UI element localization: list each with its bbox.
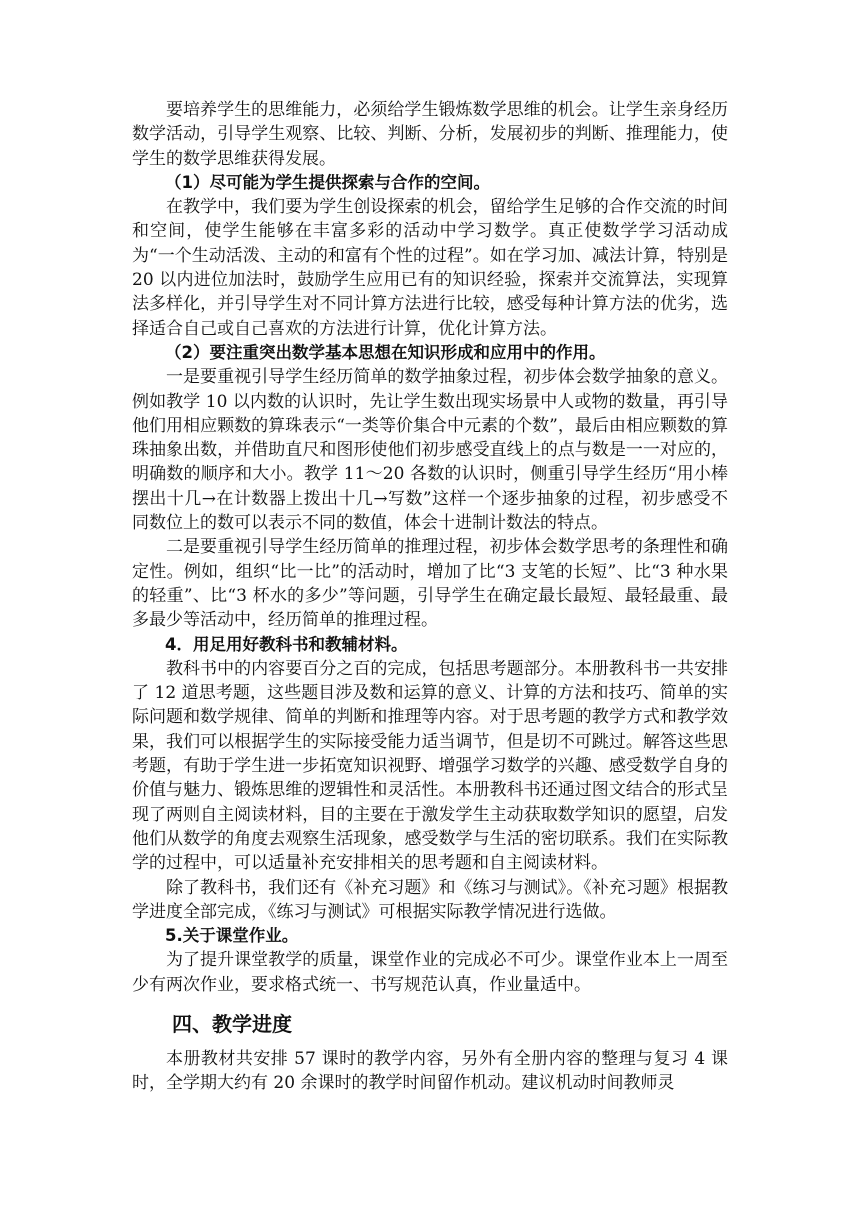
section-title-schedule: 四、教学进度 [172, 1011, 292, 1036]
paragraph-supplementary: 除了教科书，我们还有《补充习题》和《练习与测试》。《补充习题》根据教学进度全部完成，《练习与测试》可根据实际教学情况进行选做。 [132, 877, 728, 922]
heading-textbooks: 4．用足用好教科书和教辅材料。 [165, 634, 408, 654]
paragraph-abstraction: 一是要重视引导学生经历简单的数学抽象过程，初步体会数学抽象的意义。例如教学 10 以内数的认识时，先让学生数出现实场景中人或物的数量，再引导他们用相应颗数的算珠表示“一类等价集合中元素的个数”，最后由相应颗数的算珠抽象出数，并借助直尺和图形使他们初步感受直线上的点与数是一一对应的，明确数的顺序和大小。教学 11～20 各数的认识时，侧重引导学生经历“用小棒摆出十几→在计数器上拨出十几→写数”这样一个逐步抽象的过程，初步感受不同数位上的数可以表示不同的数值，体会十进制计数法的特点。 [132, 367, 728, 534]
paragraph-schedule: 本册教材共安排 57 课时的教学内容，另外有全册内容的整理与复习 4 课时，全学期大约有 20 余课时的教学时间留作机动。建议机动时间教师灵 [132, 1048, 728, 1094]
paragraph-cooperation: 在教学中，我们要为学生创设探索的机会，留给学生足够的合作交流的时间和空间，使学生能够在丰富多彩的活动中学习数学。真正使数学学习活动成为“一个生动活泼、主动的和富有个性的过程”。如在学习加、减法计算，特别是 20 以内进位加法时，鼓励学生应用已有的知识经验，探索并交流算法，实现算法多样化，并引导学生对不同计算方法进行比较，感受每种计算方法的优劣，选择适合自己或自己喜欢的方法进行计算，优化计算方法。 [132, 197, 728, 339]
heading-exploration-space: （1）尽可能为学生提供探索与合作的空间。 [165, 172, 490, 192]
paragraph-textbook-content: 教科书中的内容要百分之百的完成，包括思考题部分。本册教科书一共安排了 12 道思考题，这些题目涉及数和运算的意义、计算的方法和技巧、简单的实际问题和数学规律、简单的判断和推理等内容。对于思考题的教学方式和教学效果，我们可以根据学生的实际接受能力适当调节，但是切不可跳过。解答这些思考题，有助于学生进一步拓宽知识视野、增强学习数学的兴趣、感受数学自身的价值与魅力、锻炼思维的逻辑性和灵活性。本册教科书还通过图文结合的形式呈现了两则自主阅读材料，目的主要在于激发学生主动获取数学知识的愿望，启发他们从数学的角度去观察生活现象，感受数学与生活的密切联系。我们在实际教学的过程中，可以适量补充安排相关的思考题和自主阅读材料。 [132, 658, 728, 874]
paragraph-reasoning: 二是要重视引导学生经历简单的推理过程，初步体会数学思考的条理性和确定性。例如，组织“比一比”的活动时，增加了比“3 支笔的长短”、比“3 种水果的轻重”、比“3 杯水的多少”等问题，引导学生在确定最长最短、最轻最重、最多最少等活动中，经历简单的推理过程。 [132, 537, 728, 631]
paragraph-homework: 为了提升课堂教学的质量，课堂作业的完成必不可少。课堂作业本上一周至少有两次作业，要求格式统一、书写规范认真，作业量适中。 [132, 950, 728, 995]
heading-math-ideas: （2）要注重突出数学基本思想在知识形成和应用中的作用。 [165, 342, 606, 362]
document-page [132, 98, 728, 1096]
paragraph-thinking-ability: 要培养学生的思维能力，必须给学生锻炼数学思维的机会。让学生亲身经历数学活动，引导学生观察、比较、判断、分析，发展初步的判断、推理能力，使学生的数学思维获得发展。 [132, 100, 728, 169]
heading-homework: 5.关于课堂作业。 [165, 926, 299, 946]
